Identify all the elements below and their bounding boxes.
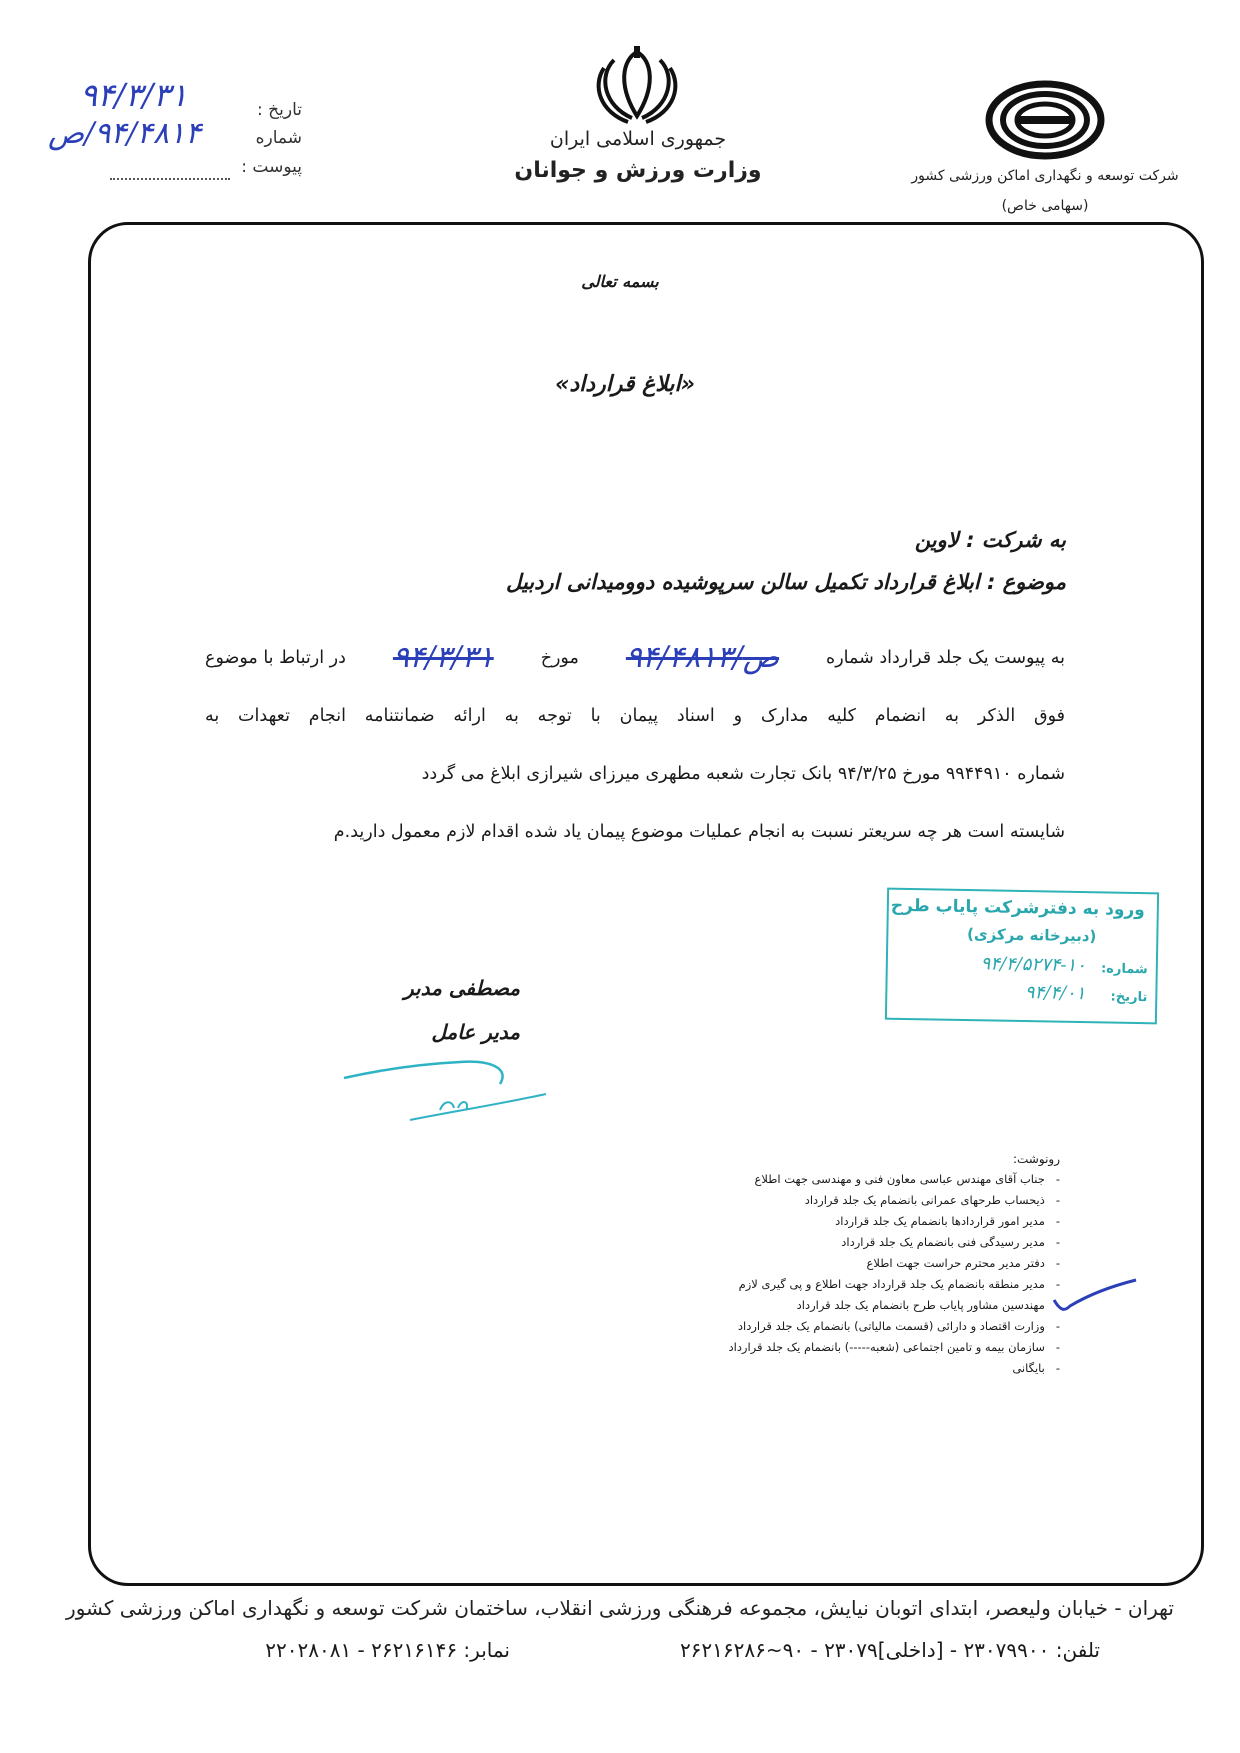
- signatory-name: مصطفی مدبر: [403, 976, 520, 1000]
- subject: موضوع : ابلاغ قرارداد تکمیل سالن سرپوشیده دوومیدانی اردبیل: [506, 570, 1066, 594]
- date-label: تاریخ :: [257, 100, 302, 120]
- iran-emblem-icon: [592, 46, 682, 126]
- bismillah: بسمه تعالی: [581, 272, 659, 291]
- signatory-title: مدیر عامل: [431, 1020, 520, 1044]
- body-line-1-mid: مورخ: [540, 647, 579, 668]
- number-label: شماره: [255, 128, 302, 148]
- body-line-3: شماره ۹۹۴۴۹۱۰ مورخ ۹۴/۳/۲۵ بانک تجارت شعبه مطهری میرزای شیرازی ابلاغ می گردد: [421, 764, 1065, 784]
- cc-item: - سازمان بیمه و تامین اجتماعی (شعبه-----) بانضمام یک جلد قرارداد: [728, 1340, 1060, 1354]
- cc-item: - مدیر امور قراردادها بانضمام یک جلد قرارداد: [835, 1214, 1060, 1228]
- stamp-number-value: ۹۴/۴/۵۲۷۴-۱۰: [980, 953, 1087, 977]
- handwritten-date: ۹۴/۳/۳۱: [80, 76, 188, 114]
- cc-item: - مدیر منطقه بانضمام یک جلد قرارداد جهت اطلاع و پی گیری لازم: [738, 1277, 1060, 1291]
- body-line-1: [205, 640, 1065, 675]
- cc-item: - جناب آقای مهندس عباسی معاون فنی و مهندسی جهت اطلاع: [754, 1172, 1060, 1186]
- cc-list: [640, 1172, 1060, 1382]
- cc-item: - مهندسین مشاور پایاب طرح بانضمام یک جلد قرارداد: [796, 1298, 1060, 1312]
- cc-item: - دفتر مدیر محترم حراست جهت اطلاع: [866, 1256, 1060, 1270]
- stamp-number-label: شماره:: [1100, 961, 1148, 978]
- cc-item: - ذیحساب طرحهای عمرانی بانضمام یک جلد قرارداد: [804, 1193, 1060, 1207]
- stamp-date-value: ۹۴/۴/۰۱: [1024, 982, 1086, 1005]
- body-line-4: شایسته است هر چه سریعتر نسبت به انجام عملیات موضوع پیمان یاد شده اقدام لازم معمول دارید.م: [333, 822, 1065, 842]
- company-type: (سهامی خاص): [1001, 198, 1089, 214]
- stamp-line-1: ورود به دفترشرکت پایاب طرح: [890, 895, 1145, 921]
- checkmark-icon: [1050, 1276, 1140, 1316]
- attachment-label: پیوست :: [241, 157, 302, 177]
- republic-title: جمهوری اسلامی ایران: [549, 128, 727, 150]
- received-stamp: [885, 888, 1159, 1025]
- footer-fax: نمابر: ۲۶۲۱۶۱۴۶ - ۲۲۰۲۸۰۸۱: [265, 1638, 510, 1662]
- handwritten-contract-date: ۹۴/۳/۳۱: [392, 640, 494, 675]
- attachment-dotted-line: [110, 178, 230, 180]
- cc-item: - وزارت اقتصاد و دارائی (قسمت مالیاتی) بانضمام یک جلد قرارداد: [737, 1319, 1060, 1333]
- stamp-line-2: (دبیرخانه مرکزی): [966, 925, 1097, 946]
- cc-item: - بایگانی: [1012, 1361, 1060, 1375]
- company-name: شرکت توسعه و نگهداری اماکن ورزشی کشور: [911, 168, 1179, 184]
- cc-item: - مدیر رسیدگی فنی بانضمام یک جلد قرارداد: [841, 1235, 1060, 1249]
- signature-icon: [340, 1050, 550, 1130]
- letter-title: «ابلاغ قرارداد»: [555, 372, 695, 397]
- ministry-title: وزارت ورزش و جوانان: [514, 158, 762, 183]
- body-line-2: فوق الذکر به انضمام کلیه مدارک و اسناد پیمان با توجه به ارائه ضمانتنامه انجام تعهدات به: [205, 706, 1065, 726]
- handwritten-contract-number: ۹۴/۴۸۱۳/ص: [625, 640, 780, 675]
- footer-address: تهران - خیابان ولیعصر، ابتدای اتوبان نیایش، مجموعه فرهنگی ورزشی انقلاب، ساختمان شرکت توسعه و نگهداری اماکن ورزشی کشور: [66, 1596, 1174, 1620]
- addressee: به شرکت : لاوین: [914, 528, 1066, 552]
- body-line-1-start: به پیوست یک جلد قرارداد شماره: [826, 647, 1065, 668]
- footer-phone: تلفن: ۲۳۰۷۹۹۰۰ - [داخلی]۲۳۰۷۹ - ۹۰~۲۶۲۱۶۲۸۶: [679, 1638, 1100, 1662]
- body-line-1-end: در ارتباط با موضوع: [205, 647, 346, 668]
- cc-heading: رونوشت:: [1012, 1152, 1060, 1166]
- handwritten-number: ۹۴/۴۸۱۴/ص: [48, 116, 202, 151]
- company-logo-icon: [985, 80, 1105, 160]
- stamp-date-label: تاریخ:: [1110, 989, 1148, 1006]
